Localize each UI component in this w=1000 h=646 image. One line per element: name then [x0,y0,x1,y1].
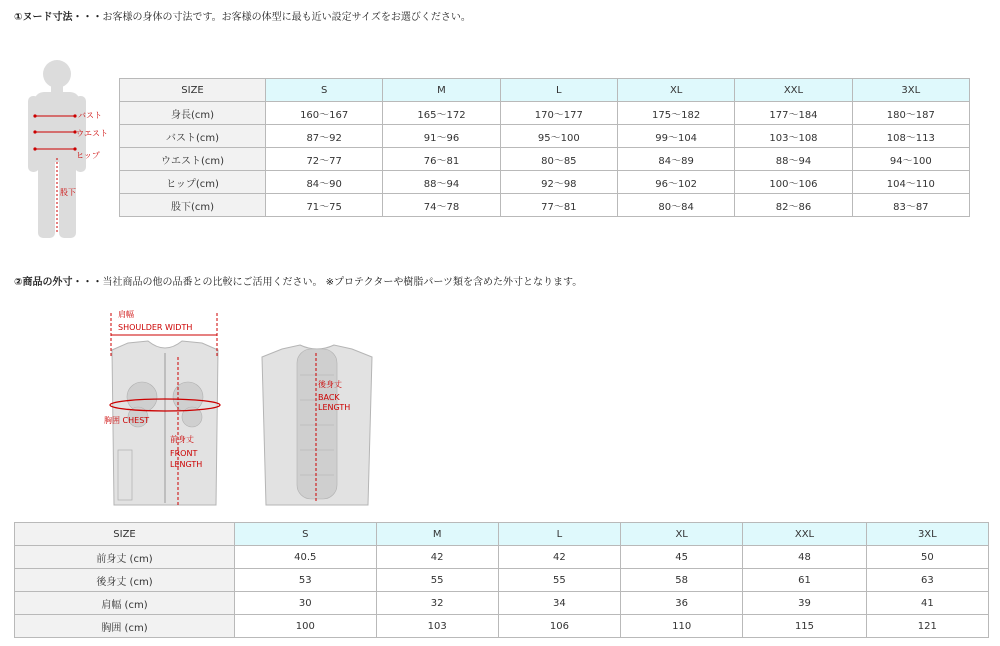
table-cell: 87～92 [266,125,383,148]
table-header-cell: XXL [735,79,852,102]
chest-label: 胸囲 CHEST [104,416,150,425]
table-row [120,102,970,125]
vest-front-figure [100,305,230,510]
table-cell: 91～96 [383,125,500,148]
table-cell: 103～108 [735,125,852,148]
front-length-label-jp: 前身丈 [170,435,194,444]
table-cell: 42 [498,546,620,569]
row-label: 後身丈 (cm) [15,569,235,592]
table-cell: 45 [621,546,743,569]
table-cell: 100～106 [735,171,852,194]
section1-title: ①ヌード寸法・・・ [14,12,103,23]
table-cell: 48 [743,546,866,569]
bust-label: バスト [78,111,102,120]
row-label: 前身丈 (cm) [15,546,235,569]
table-cell: 53 [235,569,377,592]
table-row [120,194,970,217]
table-row [15,546,989,569]
table-header-cell: 3XL [852,79,969,102]
table-row [15,569,989,592]
table-row [15,592,989,615]
table-cell: 103 [376,615,498,638]
table-cell: 170～177 [500,102,617,125]
table-cell: 77～81 [500,194,617,217]
table-cell: 30 [235,592,377,615]
table-cell: 94～100 [852,148,969,171]
table-cell: 175～182 [617,102,734,125]
inseam-label: 股下 [60,188,76,197]
section2-title: ②商品の外寸・・・ [14,277,103,288]
table-cell: 180～187 [852,102,969,125]
back-length-label-jp: 後身丈 [318,380,342,389]
table-cell: 42 [376,546,498,569]
waist-label: ウエスト [76,129,108,138]
table-header-cell: 3XL [866,523,988,546]
table-header-cell: M [376,523,498,546]
product-size-table [14,522,989,638]
table-cell: 82～86 [735,194,852,217]
row-label: 胸囲 (cm) [15,615,235,638]
table-cell: 40.5 [235,546,377,569]
table-header-cell: S [266,79,383,102]
section2-description: 当社商品の他の品番との比較にご活用ください。 ※プロテクターや樹脂パーツ類を含めた外寸となります。 [102,277,583,288]
table-cell: 36 [621,592,743,615]
table-cell: 50 [866,546,988,569]
row-label: バスト(cm) [120,125,266,148]
table-cell: 100 [235,615,377,638]
table-cell: 34 [498,592,620,615]
table-cell: 55 [498,569,620,592]
table-cell: 72～77 [266,148,383,171]
table-cell: 115 [743,615,866,638]
table-cell: 71～75 [266,194,383,217]
section1-heading [14,8,471,23]
table-cell: 84～90 [266,171,383,194]
table-cell: 58 [621,569,743,592]
section2-heading [14,273,582,288]
table-header-cell: XXL [743,523,866,546]
back-length-label-en2: LENGTH [318,403,351,412]
table-cell: 32 [376,592,498,615]
table-cell: 84～89 [617,148,734,171]
table-cell: 104～110 [852,171,969,194]
table-cell: 55 [376,569,498,592]
table-cell: 92～98 [500,171,617,194]
table-cell: 39 [743,592,866,615]
table-cell: 83～87 [852,194,969,217]
table-header-cell: S [235,523,377,546]
body-measurement-figure [20,52,120,242]
row-label: ウエスト(cm) [120,148,266,171]
shoulder-label-en: SHOULDER WIDTH [118,323,193,332]
table-cell: 76～81 [383,148,500,171]
back-length-label-en1: BACK [318,393,340,402]
table-cell: 61 [743,569,866,592]
front-length-label-en2: LENGTH [170,460,203,469]
row-label: 肩幅 (cm) [15,592,235,615]
row-label: ヒップ(cm) [120,171,266,194]
table-header-row [120,79,970,102]
table-cell: 41 [866,592,988,615]
section1-description: お客様の身体の寸法です。お客様の体型に最も近い設定サイズをお選びください。 [102,12,471,23]
table-cell: 95～100 [500,125,617,148]
table-cell: 80～84 [617,194,734,217]
table-header-cell: M [383,79,500,102]
hip-label: ヒップ [76,151,100,160]
nude-size-table [119,78,970,217]
table-row [15,615,989,638]
table-header-cell: XL [621,523,743,546]
table-cell: 177～184 [735,102,852,125]
table-row [120,148,970,171]
table-cell: 88～94 [383,171,500,194]
front-length-label-en1: FRONT [170,449,198,458]
row-label: 股下(cm) [120,194,266,217]
table-header-row [15,523,989,546]
table-cell: 74～78 [383,194,500,217]
table-cell: 110 [621,615,743,638]
table-cell: 99～104 [617,125,734,148]
table-cell: 96～102 [617,171,734,194]
table-row [120,171,970,194]
table-header-cell: SIZE [15,523,235,546]
table-cell: 108～113 [852,125,969,148]
row-label: 身長(cm) [120,102,266,125]
table-header-cell: XL [617,79,734,102]
table-cell: 63 [866,569,988,592]
vest-back-figure [252,335,382,510]
table-header-cell: L [500,79,617,102]
table-cell: 80～85 [500,148,617,171]
table-cell: 106 [498,615,620,638]
table-row [120,125,970,148]
table-cell: 165～172 [383,102,500,125]
table-cell: 88～94 [735,148,852,171]
table-header-cell: L [498,523,620,546]
table-header-cell: SIZE [120,79,266,102]
table-cell: 160～167 [266,102,383,125]
table-cell: 121 [866,615,988,638]
shoulder-label-jp: 肩幅 [118,310,134,319]
